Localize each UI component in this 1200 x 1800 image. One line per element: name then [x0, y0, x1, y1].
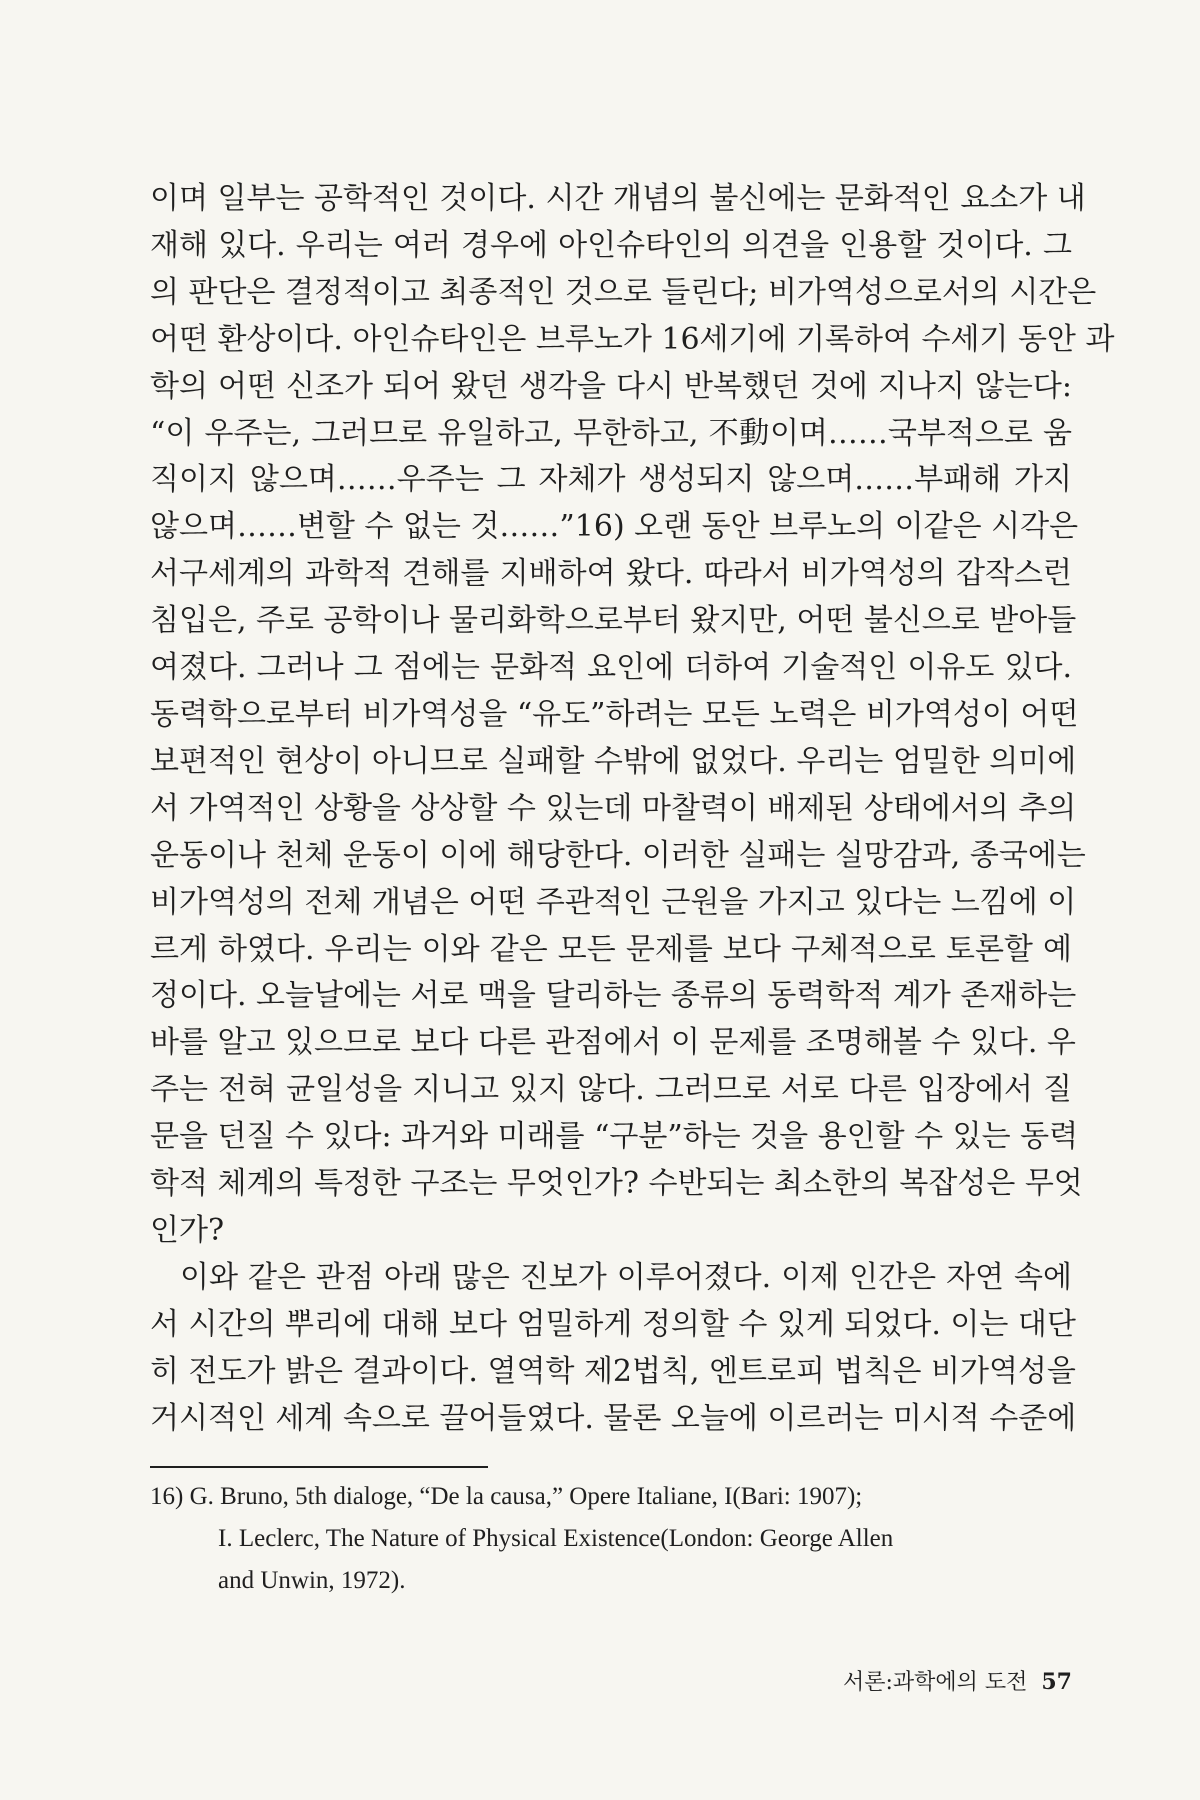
- text-line: 이며 일부는 공학적인 것이다. 시간 개념의 불신에는 문화적인 요소가 내: [150, 181, 1086, 216]
- text-line: 침입은, 주로 공학이나 물리화학으로부터 왔지만, 어떤 불신으로 받아들: [150, 603, 1077, 639]
- text-line: 학의 어떤 신조가 되어 왔던 생각을 다시 반복했던 것에 지나지 않는다:: [150, 368, 1072, 404]
- text-line: 직이지 않으며……우주는 그 자체가 생성되지 않으며……부패해 가지: [150, 462, 1072, 498]
- text-line: 않으며……변할 수 없는 것……”16) 오랜 동안 브루노의 이같은 시각은: [150, 509, 1079, 545]
- text-line: 의 판단은 결정적이고 최종적인 것으로 들린다; 비가역성으로서의 시간은: [150, 274, 1097, 310]
- footnote-line: I. Leclerc, The Nature of Physical Existence(London: George Allen: [218, 1525, 894, 1552]
- running-footer: [843, 1665, 1072, 1696]
- text-line: 서구세계의 과학적 견해를 지배하여 왔다. 따라서 비가역성의 갑작스런: [150, 556, 1072, 592]
- text-line: “이 우주는, 그러므로 유일하고, 무한하고, 不動이며……국부적으로 움: [150, 415, 1072, 451]
- page-number: 57: [1041, 1669, 1072, 1695]
- text-line: 주는 전혀 균일성을 지니고 있지 않다. 그러므로 서로 다른 입장에서 질: [150, 1072, 1072, 1108]
- text-line: 르게 하였다. 우리는 이와 같은 모든 문제를 보다 구체적으로 토론할 예: [150, 931, 1072, 967]
- text-line: 보편적인 현상이 아니므로 실패할 수밖에 없었다. 우리는 엄밀한 의미에: [150, 743, 1077, 779]
- text-line: 운동이나 천체 운동이 이에 해당한다. 이러한 실패는 실망감과, 종국에는: [150, 837, 1086, 873]
- text-line: 서 시간의 뿌리에 대해 보다 엄밀하게 정의할 수 있게 되었다. 이는 대단: [150, 1306, 1076, 1342]
- text-line: 정이다. 오늘날에는 서로 맥을 달리하는 종류의 동력학적 계가 존재하는: [150, 978, 1077, 1014]
- text-line: 바를 알고 있으므로 보다 다른 관점에서 이 문제를 조명해볼 수 있다. 우: [150, 1025, 1076, 1061]
- text-line: 서 가역적인 상황을 상상할 수 있는데 마찰력이 배제된 상태에서의 추의: [150, 790, 1077, 826]
- text-line: 이와 같은 관점 아래 많은 진보가 이루어졌다. 이제 인간은 자연 속에: [180, 1259, 1072, 1295]
- text-line: 어떤 환상이다. 아인슈타인은 브루노가 16세기에 기록하여 수세기 동안 과: [150, 321, 1115, 357]
- text-line: 비가역성의 전체 개념은 어떤 주관적인 근원을 가지고 있다는 느낌에 이: [150, 884, 1077, 920]
- text-line: 인가?: [150, 1212, 225, 1248]
- running-footer-title: 서론:과학에의 도전: [842, 1670, 1028, 1695]
- body-text: [150, 176, 1115, 1442]
- footnote-line: 16) G. Bruno, 5th dialoge, “De la causa,” Opere Italiane, I(Bari: 1907);: [150, 1483, 863, 1510]
- text-line: 히 전도가 밝은 결과이다. 열역학 제2법칙, 엔트로피 법칙은 비가역성을: [150, 1353, 1076, 1389]
- text-line: 학적 체계의 특정한 구조는 무엇인가? 수반되는 최소한의 복잡성은 무엇: [150, 1166, 1083, 1202]
- text-line: 거시적인 세계 속으로 끌어들였다. 물론 오늘에 이르러는 미시적 수준에: [150, 1400, 1077, 1436]
- footnote-line: and Unwin, 1972).: [218, 1567, 406, 1594]
- text-line: 재해 있다. 우리는 여러 경우에 아인슈타인의 의견을 인용할 것이다. 그: [150, 227, 1072, 263]
- footnote-rule: [150, 1466, 488, 1468]
- text-line: 동력학으로부터 비가역성을 “유도”하려는 모든 노력은 비가역성이 어떤: [150, 696, 1079, 732]
- text-line: 여졌다. 그러나 그 점에는 문화적 요인에 더하여 기술적인 이유도 있다.: [150, 650, 1072, 686]
- text-line: 문을 던질 수 있다: 과거와 미래를 “구분”하는 것을 용인할 수 있는 동력: [150, 1119, 1079, 1155]
- footnotes: [150, 1476, 1072, 1602]
